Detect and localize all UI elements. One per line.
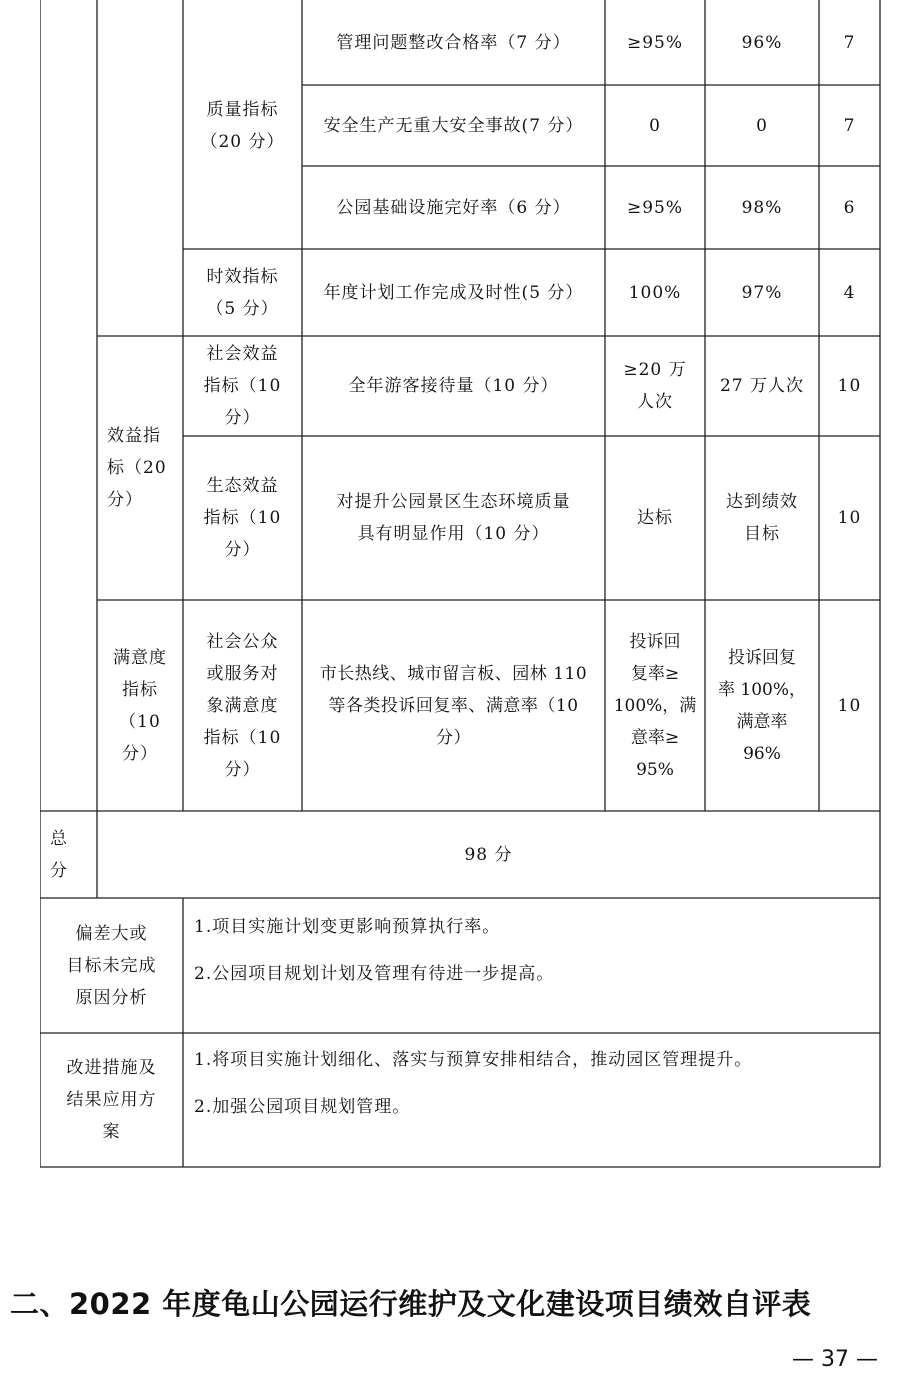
performance-table <box>40 0 881 1168</box>
social-benefit-indicator: 全年游客接待量（10 分） <box>348 376 559 396</box>
quality-row-3-score: 6 <box>843 197 856 218</box>
quality-row-3-target: ≥95% <box>626 197 684 218</box>
quality-row-1-target: ≥95% <box>626 32 684 53</box>
eco-benefit-category: 生态效益 指标（10 分） <box>203 476 282 560</box>
eco-benefit-actual: 达到绩效 目标 <box>726 492 798 544</box>
satisfaction-actual: 投诉回复 率 100%， 满意率 96% <box>717 647 806 764</box>
deviation-label: 偏差大或 目标未完成 原因分析 <box>66 923 157 1008</box>
social-benefit-actual: 27 万人次 <box>719 376 805 396</box>
deviation-item: 2.公园项目规划计划及管理有待进一步提高。 <box>194 964 555 984</box>
satisfaction-target: 投诉回 复率≥ 100%，满 意率≥ 95% <box>613 631 697 780</box>
page-number: — 37 — <box>792 1347 878 1372</box>
improvement-content <box>194 1037 752 1131</box>
timeliness-indicator: 年度计划工作完成及时性(5 分） <box>323 282 584 303</box>
eco-benefit-score: 10 <box>837 508 862 528</box>
satisfaction-group-label: 满意度 指标 （10 分） <box>113 647 167 764</box>
quality-category: 质量指标 （20 分） <box>200 99 285 152</box>
social-benefit-category: 社会效益 指标（10 分） <box>203 344 282 428</box>
timeliness-category: 时效指标 （5 分） <box>206 266 279 319</box>
total-score: 98 分 <box>464 844 513 865</box>
section-heading: 二、2022 年度龟山公园运行维护及文化建设项目绩效自评表 <box>10 1287 812 1321</box>
improvement-label: 改进措施及 结果应用方 案 <box>66 1058 157 1142</box>
timeliness-actual: 97% <box>741 282 783 303</box>
timeliness-target: 100% <box>628 282 682 303</box>
timeliness-score: 4 <box>843 282 856 303</box>
improvement-item: 1.将项目实施计划细化、落实与预算安排相结合，推动园区管理提升。 <box>194 1050 753 1070</box>
social-benefit-target: ≥20 万 人次 <box>623 360 687 412</box>
total-label: 总 分 <box>50 828 68 881</box>
quality-row-3-indicator: 公园基础设施完好率（6 分） <box>336 197 571 218</box>
improvement-item: 2.加强公园项目规划管理。 <box>194 1097 411 1117</box>
eco-benefit-indicator: 对提升公园景区生态环境质量 具有明显作用（10 分） <box>336 492 571 544</box>
quality-row-1-score: 7 <box>843 32 856 53</box>
satisfaction-score: 10 <box>837 695 862 716</box>
quality-row-1-indicator: 管理问题整改合格率（7 分） <box>336 32 571 53</box>
deviation-item: 1.项目实施计划变更影响预算执行率。 <box>194 917 501 937</box>
deviation-content <box>194 904 554 998</box>
quality-row-2-actual: 0 <box>756 115 768 136</box>
social-benefit-score: 10 <box>837 376 862 396</box>
benefit-group-label: 效益指 标（20 分） <box>107 426 167 510</box>
eco-benefit-target: 达标 <box>637 508 673 528</box>
satisfaction-category: 社会公众 或服务对 象满意度 指标（10 分） <box>203 631 282 780</box>
quality-row-3-actual: 98% <box>741 197 783 218</box>
quality-row-1-actual: 96% <box>741 32 783 53</box>
satisfaction-indicator: 市长热线、城市留言板、园林 110 等各类投诉回复率、满意率（10 分） <box>319 663 588 748</box>
quality-row-2-target: 0 <box>649 115 661 136</box>
quality-row-2-indicator: 安全生产无重大安全事故(7 分） <box>323 115 584 136</box>
quality-row-2-score: 7 <box>843 115 856 136</box>
